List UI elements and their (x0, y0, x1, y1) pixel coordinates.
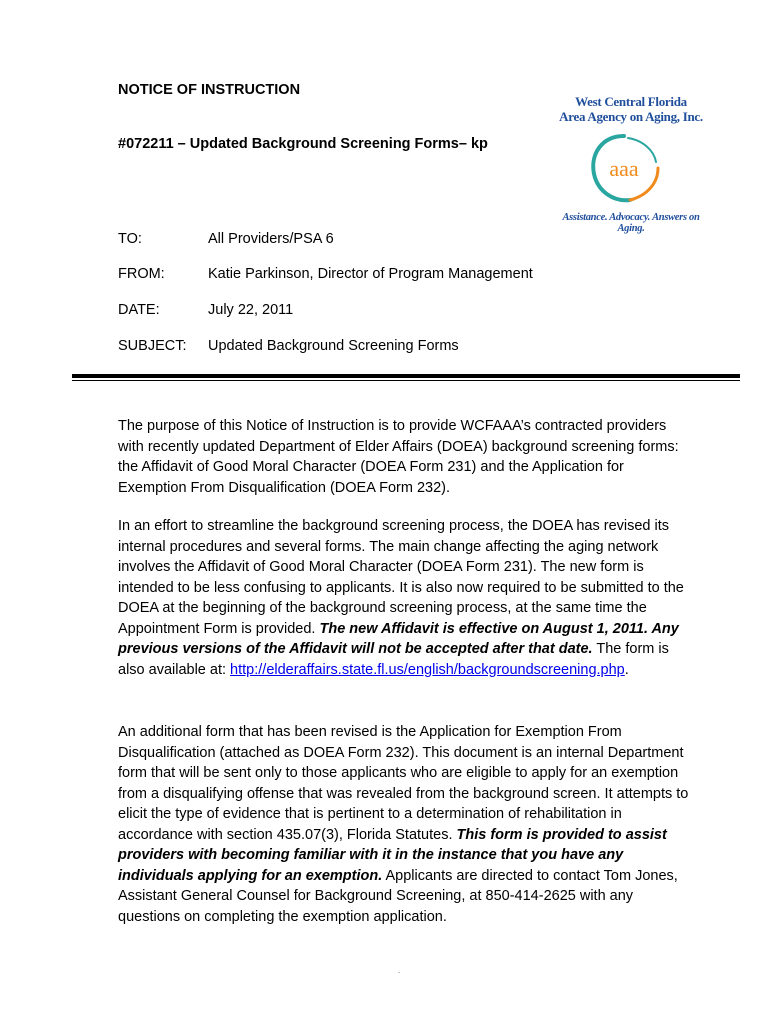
memo-date-label: DATE: (118, 302, 160, 318)
memo-to-value: All Providers/PSA 6 (208, 231, 334, 247)
memo-subject-label: SUBJECT: (118, 338, 187, 354)
footer-mark: . (398, 966, 401, 975)
notice-title: NOTICE OF INSTRUCTION (118, 82, 301, 98)
agency-logo (556, 94, 706, 234)
notice-number: #072211 – Updated Background Screening Forms– kp (118, 136, 488, 152)
logo-mark-text: aaa (609, 156, 639, 181)
memo-from-label: FROM: (118, 266, 165, 282)
paragraph-3-text: An additional form that has been revised is the Application for Exemption From Disqualification (attached as DOEA Form 232). This document is an internal Department form that will be sent only to those applicants who are eligible to apply for an exemption from a disqualifying offense that was revealed from the background screen. It attempts to elicit the type of evidence that is pertinent to a determination of rehabilitation in accordance with section 435.07(3), Florida Statutes. (118, 724, 689, 843)
memo-date-value: July 22, 2011 (208, 302, 294, 318)
aaa-logo-icon (584, 130, 664, 208)
header-divider-thick (72, 374, 740, 378)
header-divider-thin (72, 380, 740, 381)
memo-from-value: Katie Parkinson, Director of Program Management (208, 266, 533, 282)
body-paragraph-2 (118, 516, 690, 680)
paragraph-2-end: . (624, 661, 629, 678)
body-paragraph-1: The purpose of this Notice of Instruction is to provide WCFAAA’s contracted providers with recently updated Department of Elder Affairs (DOEA) background screening forms: the Affidavit of Good Moral Character (DOEA Form 231) and the Application for Exemption From Disqualification (DOEA Form 232). (118, 418, 679, 496)
logo-org-line2: Area Agency on Aging, Inc. (559, 109, 703, 124)
paragraph-2-text: In an effort to streamline the background screening process, the DOEA has revised its internal procedures and several forms. The main change affecting the aging network involves the Affidavit of Good Moral Character (DOEA Form 231). The new form is intended to be less confusing to applicants. It is also now required to be submitted to the DOEA at the beginning of the background screening process, at the same time the Appointment Form is provided. (118, 518, 684, 637)
paragraph-3-tail: Applicants are directed to contact Tom Jones, Assistant General Counsel for Background Screening, at 850-414-2625 with any questions on completing the exemption application. (118, 867, 678, 925)
body-paragraph-3 (118, 722, 690, 927)
exemption-form-notice: This form is provided to assist providers with becoming familiar with it in the instance that you have any individuals applying for an exemption. (118, 826, 667, 884)
logo-tagline: Assistance. Advocacy. Answers on Aging. (562, 212, 700, 234)
paragraph-2-tail: The form is also available at: (118, 641, 669, 678)
memo-to-label: TO: (118, 231, 142, 247)
background-screening-link[interactable]: http://elderaffairs.state.fl.us/english/backgroundscreening.php (230, 661, 625, 678)
affidavit-effective-notice: The new Affidavit is effective on August 1, 2011. Any previous versions of the Affidavit will not be accepted after that date. (118, 620, 679, 657)
logo-org-line1: West Central Florida (575, 94, 687, 109)
memo-subject-value: Updated Background Screening Forms (208, 338, 459, 354)
